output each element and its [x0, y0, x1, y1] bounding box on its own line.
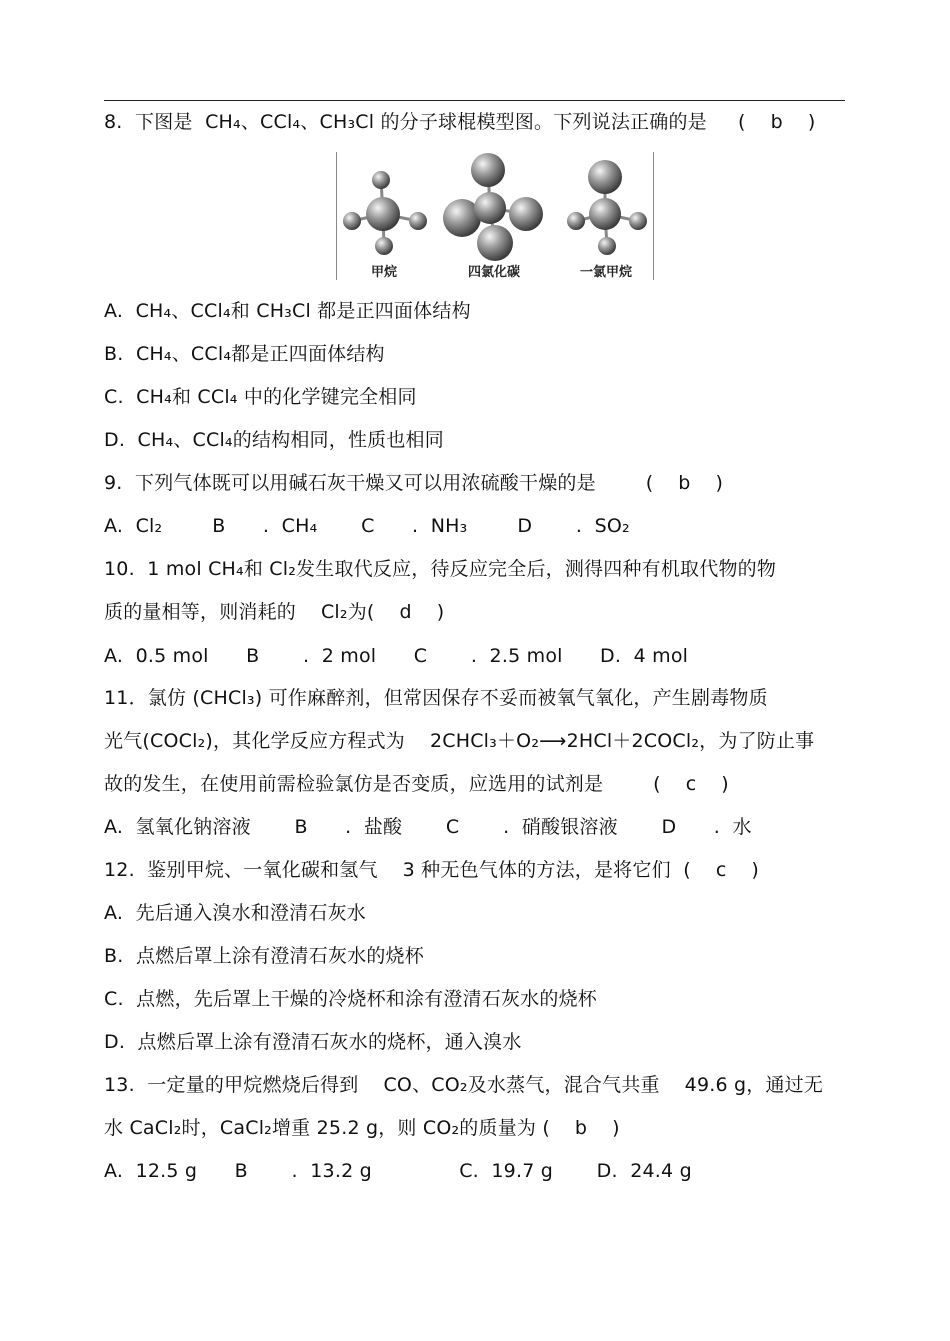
- question-10-stem: 10. 1 mol CH₄和 Cl₂发生取代反应，待反应完全后，测得四种有机取代物的物: [104, 558, 777, 580]
- question-13-stem: 13. 一定量的甲烷燃烧后得到 CO、CO₂及水蒸气，混合气共重 49.6 g，通过无: [104, 1074, 824, 1096]
- q12-option-a: A. 先后通入溴水和澄清石灰水: [104, 902, 366, 924]
- question-12-stem: 12. 鉴别甲烷、一氧化碳和氢气 3 种无色气体的方法，是将它们 ( c ): [104, 859, 760, 881]
- question-11-stem-end: 故的发生，在使用前需检验氯仿是否变质，应选用的试剂是 ( c ): [104, 773, 729, 795]
- q8-option-d: D. CH₄、CCl₄的结构相同，性质也相同: [104, 429, 444, 451]
- question-11-equation: 光气(COCl₂)，其化学反应方程式为 2CHCl₃＋O₂⟶2HCl＋2COCl₂，为了防止事: [104, 730, 815, 752]
- question-11-stem: 11．氯仿 (CHCl₃) 可作麻醉剂，但常因保存不妥而被氧气氧化，产生剧毒物质: [104, 687, 768, 709]
- q10-options: A. 0.5 mol B . 2 mol C . 2.5 mol D. 4 mol: [104, 645, 689, 667]
- top-rule: [104, 100, 845, 101]
- q8-option-c: C. CH₄和 CCl₄ 中的化学键完全相同: [104, 386, 417, 408]
- q13-options: A. 12.5 g B . 13.2 g C. 19.7 g D. 24.4 g: [104, 1160, 692, 1182]
- q9-options: A. Cl₂ B . CH₄ C . NH₃ D . SO₂: [104, 515, 630, 537]
- q8-option-b: B. CH₄、CCl₄都是正四面体结构: [104, 343, 385, 365]
- question-10-stem-cont: 质的量相等，则消耗的 Cl₂为( d ): [104, 601, 445, 623]
- q12-option-b: B. 点燃后罩上涂有澄清石灰水的烧杯: [104, 945, 424, 967]
- question-13-stem-cont: 水 CaCl₂时，CaCl₂增重 25.2 g，则 CO₂的质量为 ( b ): [104, 1117, 620, 1139]
- q11-options: A. 氢氧化钠溶液 B . 盐酸 C . 硝酸银溶液 D . 水: [104, 816, 752, 838]
- q12-option-c: C. 点燃，先后罩上干燥的冷烧杯和涂有澄清石灰水的烧杯: [104, 988, 597, 1010]
- question-9-stem: 9. 下列气体既可以用碱石灰干燥又可以用浓硫酸干燥的是 ( b ): [104, 472, 724, 494]
- caption-ccl4: 四氯化碳: [467, 265, 521, 280]
- q8-option-a: A. CH₄、CCl₄和 CH₃Cl 都是正四面体结构: [104, 300, 471, 322]
- q12-option-d: D. 点燃后罩上涂有澄清石灰水的烧杯，通入溴水: [104, 1031, 522, 1053]
- caption-methane: 甲烷: [370, 265, 398, 280]
- question-8-stem: 8. 下图是 CH₄、CCl₄、CH₃Cl 的分子球棍模型图。下列说法正确的是 ( b ): [104, 111, 816, 133]
- caption-ch3cl: 一氯甲烷: [579, 265, 633, 280]
- molecule-ball-stick-figure: [336, 150, 654, 282]
